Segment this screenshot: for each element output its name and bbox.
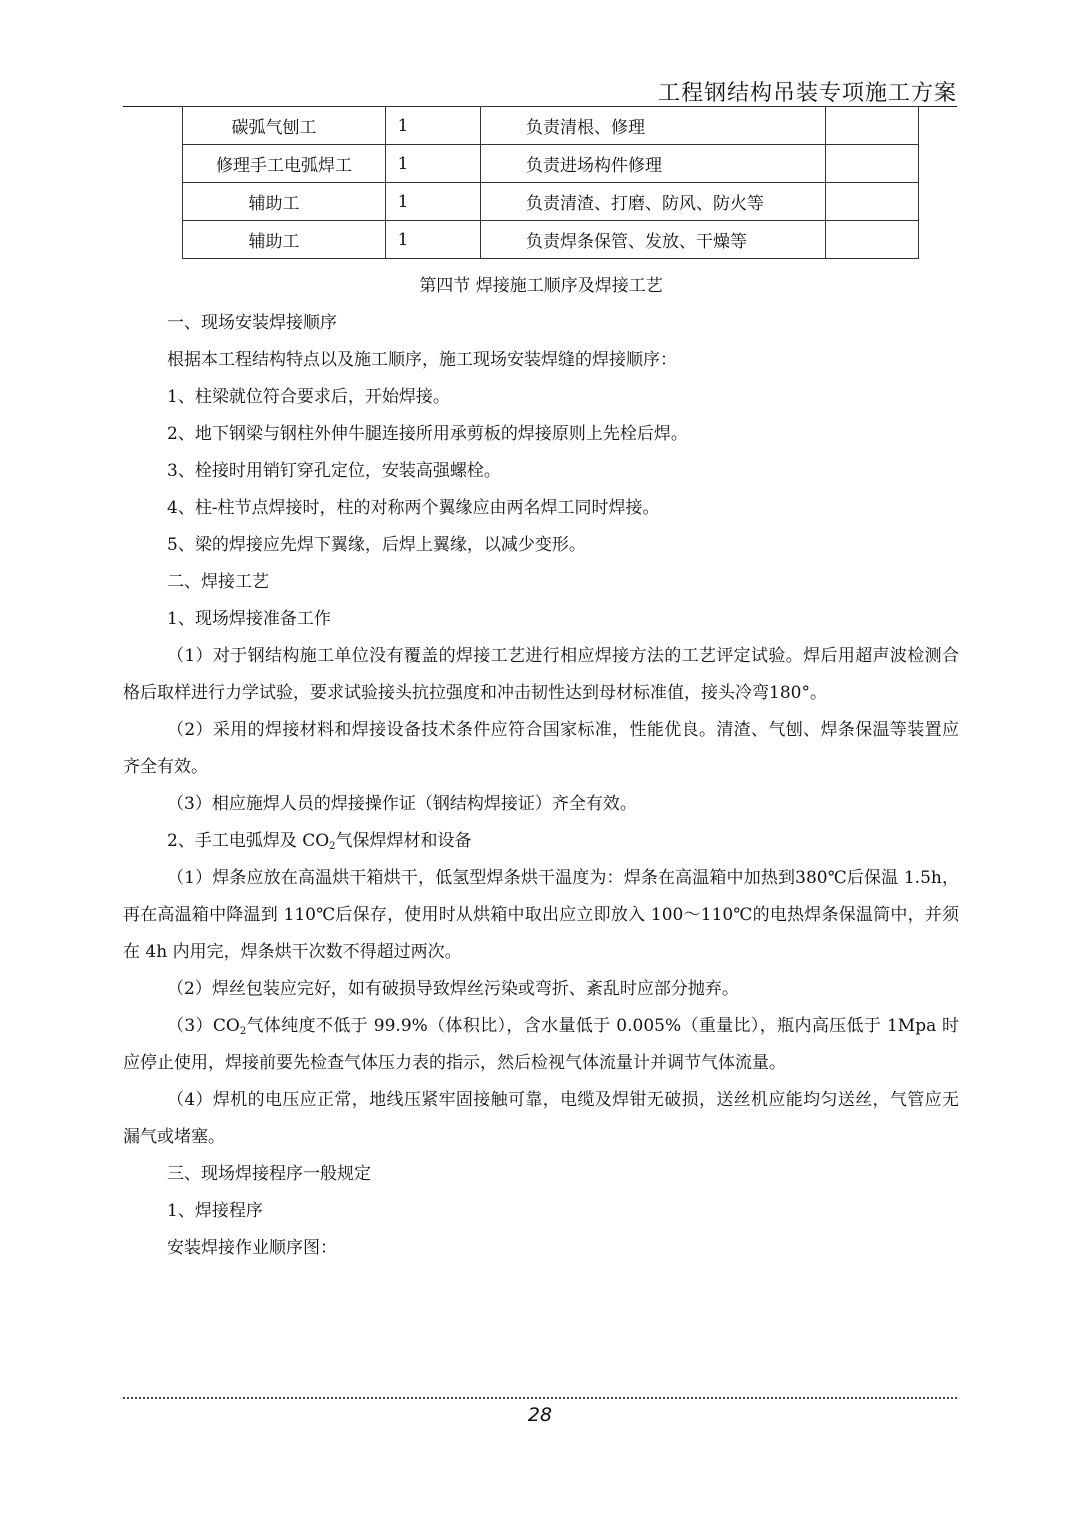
diagram-label: 安装焊接作业顺序图：: [167, 1238, 337, 1258]
subheading-preparation: 1、现场焊接准备工作: [167, 609, 331, 629]
subheading-procedure: 1、焊接程序: [167, 1201, 263, 1221]
prep-paragraph: （1）对于钢结构施工单位没有覆盖的焊接工艺进行相应焊接方法的工艺评定试验。焊后用超声波检测合格后取样进行力学试验，要求试验接头抗拉强度和冲击韧性达到母材标准值，接头冷弯180°。: [123, 646, 959, 703]
sequence-item: 3、栓接时用销钉穿孔定位，安装高强螺栓。: [167, 461, 501, 481]
section-title: 第四节 焊接施工顺序及焊接工艺: [419, 276, 663, 296]
staff-table: [182, 106, 919, 259]
equipment-paragraph: （1）焊条应放在高温烘干箱烘干，低氢型焊条烘干温度为：焊条在高温箱中加热到380℃后保温 1.5h，再在高温箱中降温到 110℃后保存，使用时从烘箱中取出应立即放入 100～110℃的电热焊条保温筒中，并须在 4h 内用完，焊条烘干次数不得超过两次。: [123, 868, 959, 962]
footer-dotted-rule: [123, 1397, 957, 1399]
count-cell: 1: [386, 183, 481, 221]
subheading-equipment: [123, 823, 959, 860]
document-body: [123, 268, 959, 1267]
heading-1: 一、现场安装焊接顺序: [167, 313, 337, 333]
duty-cell: 负责焊条保管、发放、干燥等: [481, 221, 826, 259]
heading-2: 二、焊接工艺: [167, 572, 269, 592]
duty-cell: 负责清渣、打磨、防风、防火等: [481, 183, 826, 221]
sequence-item: 5、梁的焊接应先焊下翼缘，后焊上翼缘，以减少变形。: [167, 535, 586, 555]
role-cell: 修理手工电弧焊工: [183, 145, 386, 183]
note-cell: [826, 107, 919, 145]
table-row: [183, 221, 919, 259]
subheading-text: 2、手工电弧焊及 CO: [167, 831, 330, 851]
page-number: 28: [527, 1404, 553, 1426]
table-row: [183, 183, 919, 221]
heading-3: 三、现场焊接程序一般规定: [167, 1164, 371, 1184]
note-cell: [826, 183, 919, 221]
table-row: [183, 107, 919, 145]
note-cell: [826, 145, 919, 183]
role-cell: 辅助工: [183, 183, 386, 221]
equipment-paragraph: （4）焊机的电压应正常，地线压紧牢固接触可靠，电缆及焊钳无破损，送丝机应能均匀送丝，气管应无漏气或堵塞。: [123, 1090, 959, 1147]
duty-cell: 负责清根、修理: [481, 107, 826, 145]
count-cell: 1: [386, 221, 481, 259]
role-cell: 碳弧气刨工: [183, 107, 386, 145]
table-row: [183, 145, 919, 183]
count-cell: 1: [386, 145, 481, 183]
subheading-text: 气保焊焊材和设备: [335, 831, 472, 851]
duty-cell: 负责进场构件修理: [481, 145, 826, 183]
subscript: 2: [329, 841, 336, 852]
count-cell: 1: [386, 107, 481, 145]
role-cell: 辅助工: [183, 221, 386, 259]
equipment-paragraph: （2）焊丝包装应完好，如有破损导致焊丝污染或弯折、紊乱时应部分抛弃。: [167, 979, 739, 999]
note-cell: [826, 221, 919, 259]
intro-paragraph: 根据本工程结构特点以及施工顺序，施工现场安装焊缝的焊接顺序：: [167, 350, 677, 370]
sequence-item: 2、地下钢梁与钢柱外伸牛腿连接所用承剪板的焊接原则上先栓后焊。: [167, 424, 688, 444]
prep-paragraph: （2）采用的焊接材料和焊接设备技术条件应符合国家标准，性能优良。清渣、气刨、焊条保温等装置应齐全有效。: [123, 720, 959, 777]
sequence-item: 1、柱梁就位符合要求后，开始焊接。: [167, 387, 450, 407]
paragraph-text: 气体纯度不低于 99.9%（体积比），含水量低于 0.005%（重量比），瓶内高压低于 1Mpa 时应停止使用，焊接前要先检查气体压力表的指示，然后检视气体流量计并调节气体流量。: [123, 1016, 959, 1073]
document-header-title: 工程钢结构吊装专项施工方案: [657, 81, 957, 106]
equipment-paragraph: [123, 1008, 959, 1082]
prep-paragraph: （3）相应施焊人员的焊接操作证（钢结构焊接证）齐全有效。: [167, 794, 637, 814]
subscript: 2: [239, 1026, 247, 1037]
sequence-item: 4、柱-柱节点焊接时，柱的对称两个翼缘应由两名焊工同时焊接。: [167, 498, 660, 518]
paragraph-text: （3）CO: [167, 1016, 240, 1036]
